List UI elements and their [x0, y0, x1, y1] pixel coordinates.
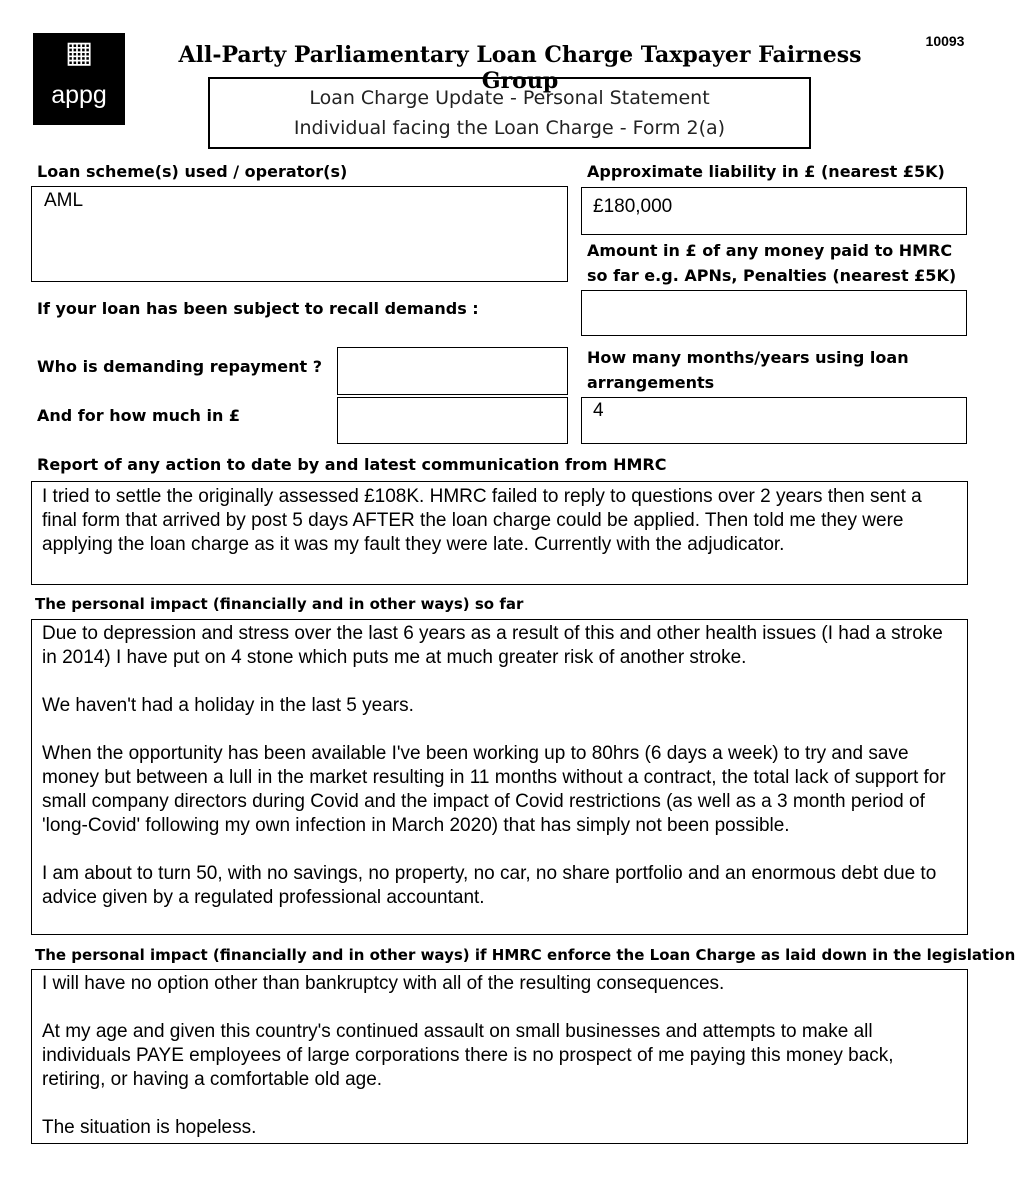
enforce-paragraph: The situation is hopeless.: [42, 1117, 257, 1138]
action-text: I tried to settle the originally assessed £108K. HMRC failed to reply to questions over 2 years then sent a final form that arrived by post 5 days AFTER the loan charge could be applied. Then told me they were applying the loan charge as it was my fault they were late. Currently with the adjudicator.: [42, 486, 922, 555]
amount-paid-field[interactable]: [581, 290, 967, 336]
enforce-paragraph: I will have no option other than bankruptcy with all of the resulting consequences.: [42, 973, 725, 994]
portcullis-icon: ▦: [64, 35, 94, 70]
reference-number: 10093: [925, 33, 965, 49]
impact-paragraph: I am about to turn 50, with no savings, no property, no car, no share portfolio and an enormous debt due to advice given by a regulated professional accountant.: [42, 863, 937, 908]
impact-enforced-label: The personal impact (financially and in other ways) if HMRC enforce the Loan Charge as laid down in the legislation: [35, 946, 1016, 964]
impact-enforced-field[interactable]: [31, 969, 968, 1144]
form-subtitle: Individual facing the Loan Charge - Form 2(a): [293, 117, 726, 139]
liability-label: Approximate liability in £ (nearest £5K): [587, 162, 945, 181]
action-field[interactable]: [31, 481, 968, 585]
who-demanding-label: Who is demanding repayment ?: [37, 357, 323, 376]
loan-scheme-field[interactable]: AML: [31, 186, 568, 282]
how-much-field[interactable]: [337, 397, 568, 444]
impact-paragraph: We haven't had a holiday in the last 5 years.: [42, 695, 414, 716]
loan-scheme-label: Loan scheme(s) used / operator(s): [37, 162, 348, 181]
amount-paid-label: Amount in £ of any money paid to HMRC so far e.g. APNs, Penalties (nearest £5K): [587, 241, 957, 285]
enforce-paragraph: At my age and given this country's continued assault on small businesses and attempts to make all individuals PAYE employees of large corporations there is no prospect of me paying this money back, retiring, or having a comfortable old age.: [42, 1021, 894, 1090]
duration-field[interactable]: 4: [581, 397, 967, 444]
duration-label: How many months/years using loan arrangements: [587, 348, 909, 392]
form-title: Loan Charge Update - Personal Statement: [309, 87, 710, 109]
action-label: Report of any action to date by and latest communication from HMRC: [37, 455, 667, 474]
form-title-box: [208, 77, 811, 149]
impact-so-far-label: The personal impact (financially and in other ways) so far: [35, 595, 524, 613]
impact-paragraph: Due to depression and stress over the last 6 years as a result of this and other health issues (I had a stroke in 2014) I have put on 4 stone which puts me at much greater risk of another stroke.: [42, 623, 943, 668]
logo-text: appg: [51, 81, 107, 109]
liability-field[interactable]: £180,000: [581, 187, 967, 235]
organisation-name: All-Party Parliamentary Loan Charge Taxpayer Fairness Group: [178, 42, 862, 94]
impact-paragraph: When the opportunity has been available I've been working up to 80hrs (6 days a week) to try and save money but between a lull in the market resulting in 11 months without a contract, the total lack of support for small company directors during Covid and the impact of Covid restrictions (as well as a 3 month period of 'long-Covid' following my own infection in March 2020) that has simply not been possible.: [42, 743, 946, 836]
how-much-label: And for how much in £: [37, 406, 241, 425]
appg-logo: [33, 33, 125, 125]
recall-label: If your loan has been subject to recall demands :: [37, 299, 479, 318]
impact-so-far-field[interactable]: [31, 619, 968, 935]
who-demanding-field[interactable]: [337, 347, 568, 395]
